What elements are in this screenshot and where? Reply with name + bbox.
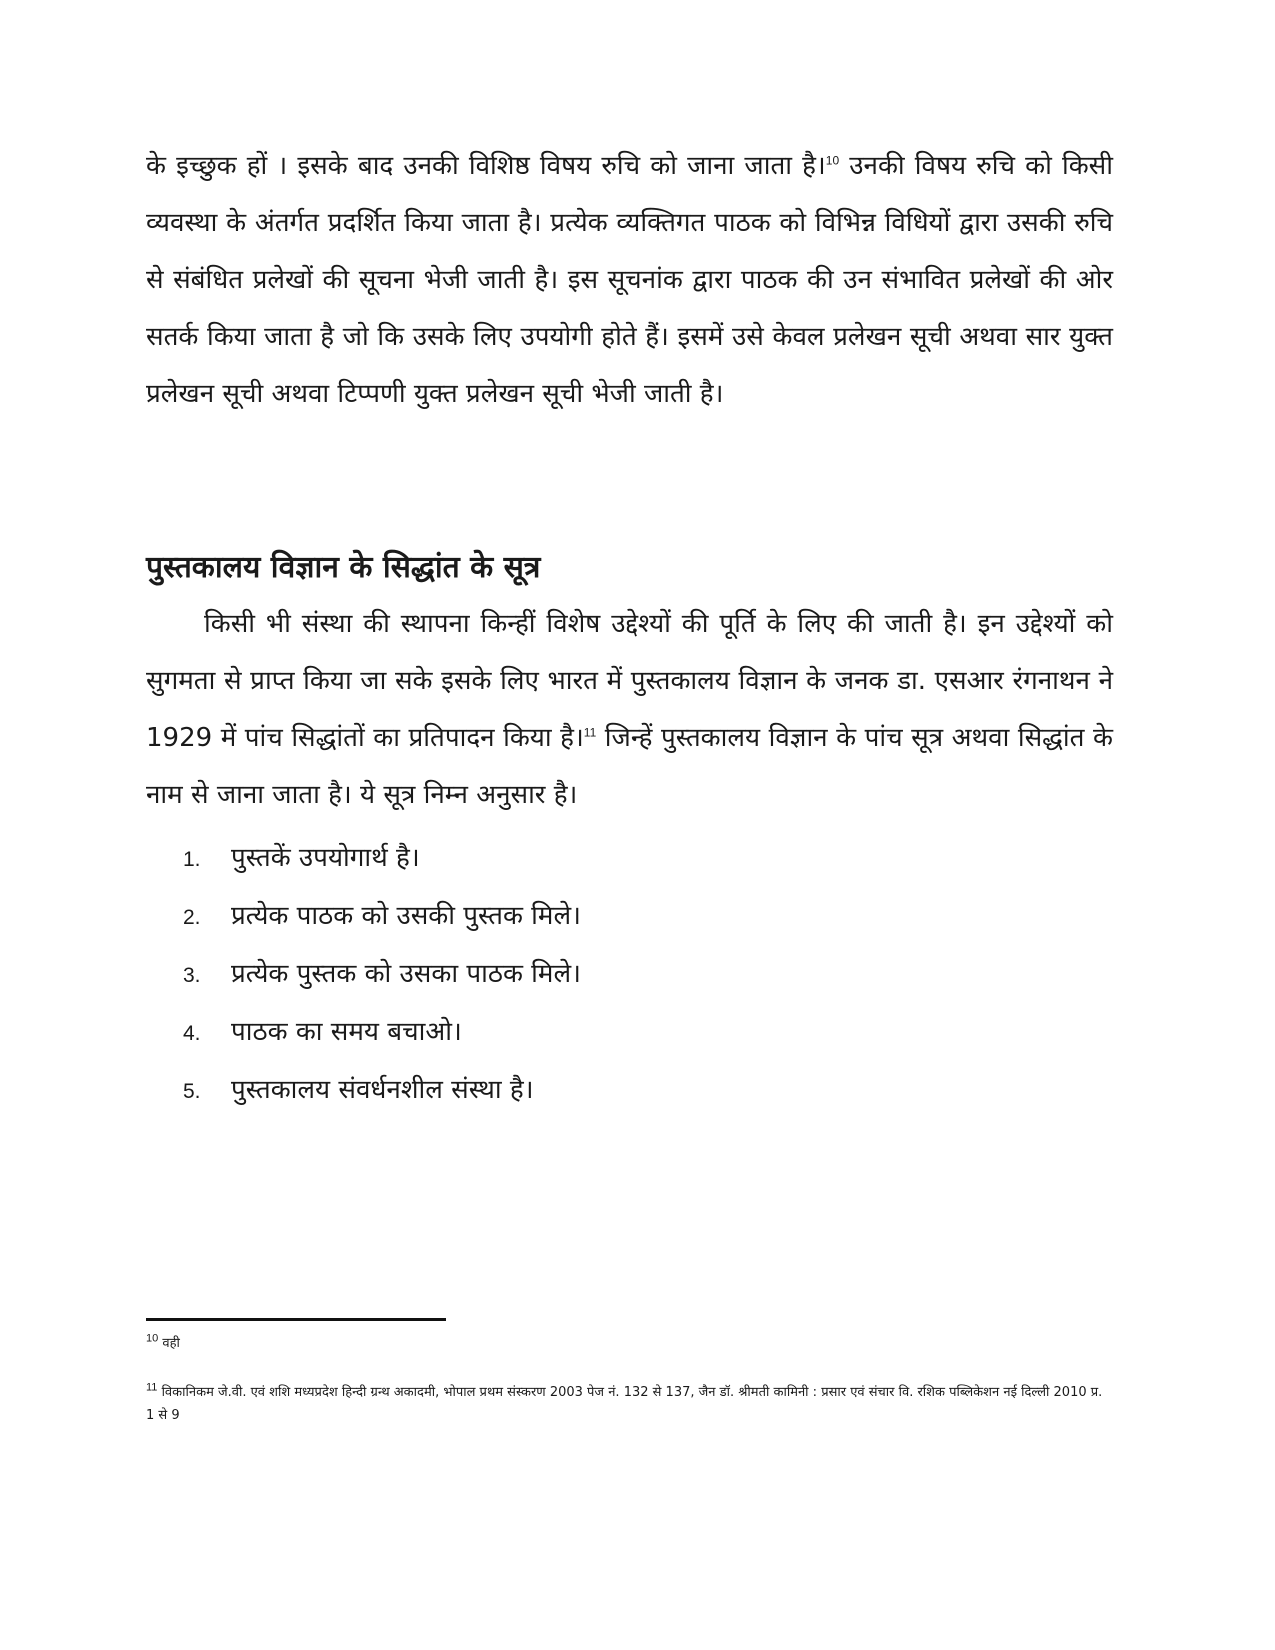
- list-item: [146, 888, 1113, 946]
- footnote-number: 11: [146, 1381, 158, 1394]
- paragraph-principles-intro: [146, 596, 1113, 824]
- list-item-number: 1.: [183, 848, 201, 871]
- footnote-text: विकानिकम जे.वी. एवं शशि मध्यप्रदेश हिन्दी ग्रन्थ अकादमी, भोपाल प्रथम संस्करण 2003 पेज नं. 132 से 137, जैन डॉ. श्रीमती कामिनी : प्रसार एवं संचार वि. रशिक पब्लिकेशन नई दिल्ली 2010 प्र. 1 से 9: [146, 1385, 1103, 1423]
- paragraph-intro: [146, 138, 1113, 538]
- footnote-divider: [146, 1318, 446, 1321]
- list-item-text: पाठक का समय बचाओ।: [231, 1017, 462, 1047]
- list-item-text: प्रत्येक पाठक को उसकी पुस्तक मिले।: [231, 901, 581, 931]
- paragraph-intro-text-cont: उनकी विषय रुचि को किसी व्यवस्था के अंतर्गत प्रदर्शित किया जाता है। प्रत्येक व्यक्तिगत पाठक को विभिन्न विधियों द्वारा उसकी रुचि से संबंधित प्रलेखों की सूचना भेजी जाती है। इस सूचनांक द्वारा पाठक की उन संभावित प्रलेखों की ओर सतर्क किया जाता है जो कि उसके लिए उपयोगी होते हैं। इसमें उसे केवल प्रलेखन सूची अथवा सार युक्त प्रलेखन सूची अथवा टिप्पणी युक्त प्रलेखन सूची भेजी जाती है।: [146, 151, 1113, 409]
- list-item: [146, 1004, 1113, 1062]
- list-item: [146, 946, 1113, 1004]
- list-item-number: 4.: [183, 1022, 201, 1045]
- footnote-11: [146, 1381, 1113, 1427]
- section-heading: पुस्तकालय विज्ञान के सिद्धांत के सूत्र: [146, 550, 541, 585]
- footnote-ref-11[interactable]: 11: [583, 725, 597, 740]
- paragraph-principles-text: किसी भी संस्था की स्थापना किन्हीं विशेष उद्देश्यों की पूर्ति के लिए की जाती है। इन उद्देश्यों को सुगमता से प्राप्त किया जा सके इसके लिए भारत में पुस्तकालय विज्ञान के जनक डा. एसआर रंगनाथन ने 1929 में पांच सिद्धांतों का प्रतिपादन किया है।: [146, 609, 1113, 753]
- list-item-number: 3.: [183, 964, 201, 987]
- list-item-text: पुस्तकालय संवर्धनशील संस्था है।: [231, 1075, 534, 1105]
- page-body: [146, 138, 1113, 1120]
- footnote-ref-10[interactable]: 10: [825, 153, 840, 168]
- list-item-text: प्रत्येक पुस्तक को उसका पाठक मिले।: [231, 959, 581, 989]
- list-item-number: 2.: [183, 906, 201, 929]
- footnote-number: 10: [146, 1332, 159, 1345]
- list-item: [146, 1062, 1113, 1120]
- list-item-number: 5.: [183, 1080, 201, 1103]
- five-laws-list: [146, 830, 1113, 1120]
- list-item-text: पुस्तकें उपयोगार्थ है।: [231, 843, 420, 873]
- footnote-text: वही: [162, 1336, 180, 1351]
- footnote-10: [146, 1332, 1113, 1355]
- paragraph-principles-text-cont: जिन्हें पुस्तकालय विज्ञान के पांच सूत्र अथवा सिद्धांत के नाम से जाना जाता है। ये सूत्र निम्न अनुसार है।: [146, 723, 1113, 810]
- paragraph-intro-text: के इच्छुक हों । इसके बाद उनकी विशिष्ठ विषय रुचि को जाना जाता है।: [146, 151, 826, 181]
- list-item: [146, 830, 1113, 888]
- footnotes: [146, 1332, 1113, 1427]
